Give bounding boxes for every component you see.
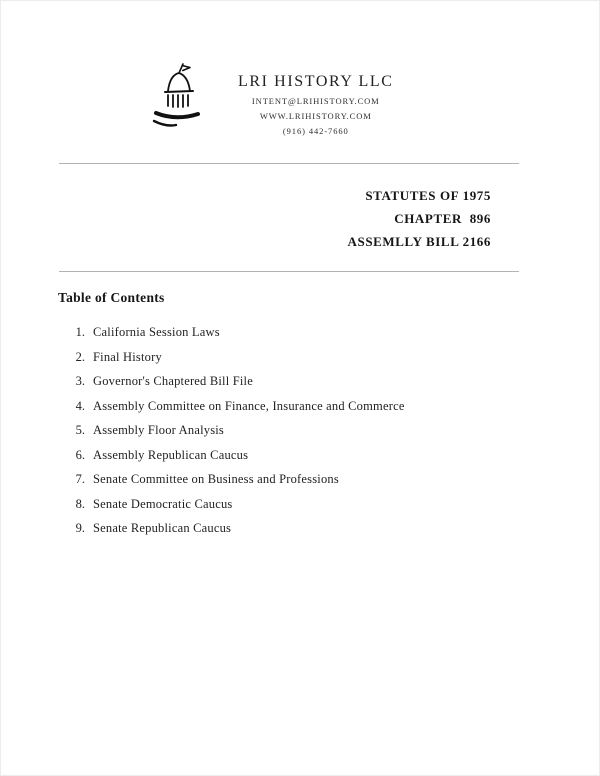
toc-item-label: Senate Committee on Business and Professions <box>93 472 339 486</box>
toc-item-label: Final History <box>93 349 162 364</box>
toc-item-label: Assembly Committee on Finance, Insurance and Commerce <box>93 398 405 413</box>
toc-item <box>71 320 599 345</box>
toc-item-label: Senate Republican Caucus <box>93 521 232 535</box>
toc-item <box>71 418 599 443</box>
toc-heading: Table of Contents <box>58 290 165 305</box>
toc-item-number: 2. <box>75 349 85 364</box>
company-website: WWW.LRIHISTORY.COM <box>259 111 372 121</box>
toc-item-number: 9. <box>75 521 85 535</box>
company-phone: (916) 442-7660 <box>282 126 349 136</box>
toc-list <box>1 320 599 541</box>
toc-item-label: Governor's Chaptered Bill File <box>93 374 253 388</box>
toc-item <box>71 492 599 517</box>
toc-item-number: 5. <box>75 423 85 437</box>
toc-item-label: Assembly Floor Analysis <box>93 423 224 437</box>
capitol-sketch-logo-icon <box>146 61 208 137</box>
toc-item <box>71 345 599 370</box>
statute-title-block <box>1 184 491 253</box>
toc-item <box>71 467 599 492</box>
toc-item-label: Assembly Republican Caucus <box>93 447 249 462</box>
toc-item-number: 8. <box>75 496 85 511</box>
toc-item <box>71 369 599 394</box>
company-email: INTENT@LRIHISTORY.COM <box>251 96 380 106</box>
toc-item <box>71 394 599 419</box>
toc-item-label: Senate Democratic Caucus <box>93 496 233 511</box>
toc-item-label: California Session Laws <box>93 325 220 339</box>
toc-item-number: 4. <box>75 398 85 413</box>
letterhead <box>1 1 599 137</box>
company-contact-block <box>238 73 394 136</box>
toc-item <box>71 443 599 468</box>
toc-item-number: 3. <box>75 374 85 388</box>
statutes-year-line: STATUTES OF 1975 <box>365 188 491 203</box>
toc-item-number: 1. <box>75 325 85 339</box>
toc-item <box>71 516 599 541</box>
divider-bottom <box>59 271 519 272</box>
toc-item-number: 6. <box>75 447 85 462</box>
chapter-line: CHAPTER 896 <box>394 211 491 226</box>
company-name: LRI HISTORY LLC <box>238 73 394 90</box>
toc-item-number: 7. <box>75 472 85 486</box>
assembly-bill-line: ASSEMLLY BILL 2166 <box>347 234 491 249</box>
divider-top <box>59 163 519 164</box>
